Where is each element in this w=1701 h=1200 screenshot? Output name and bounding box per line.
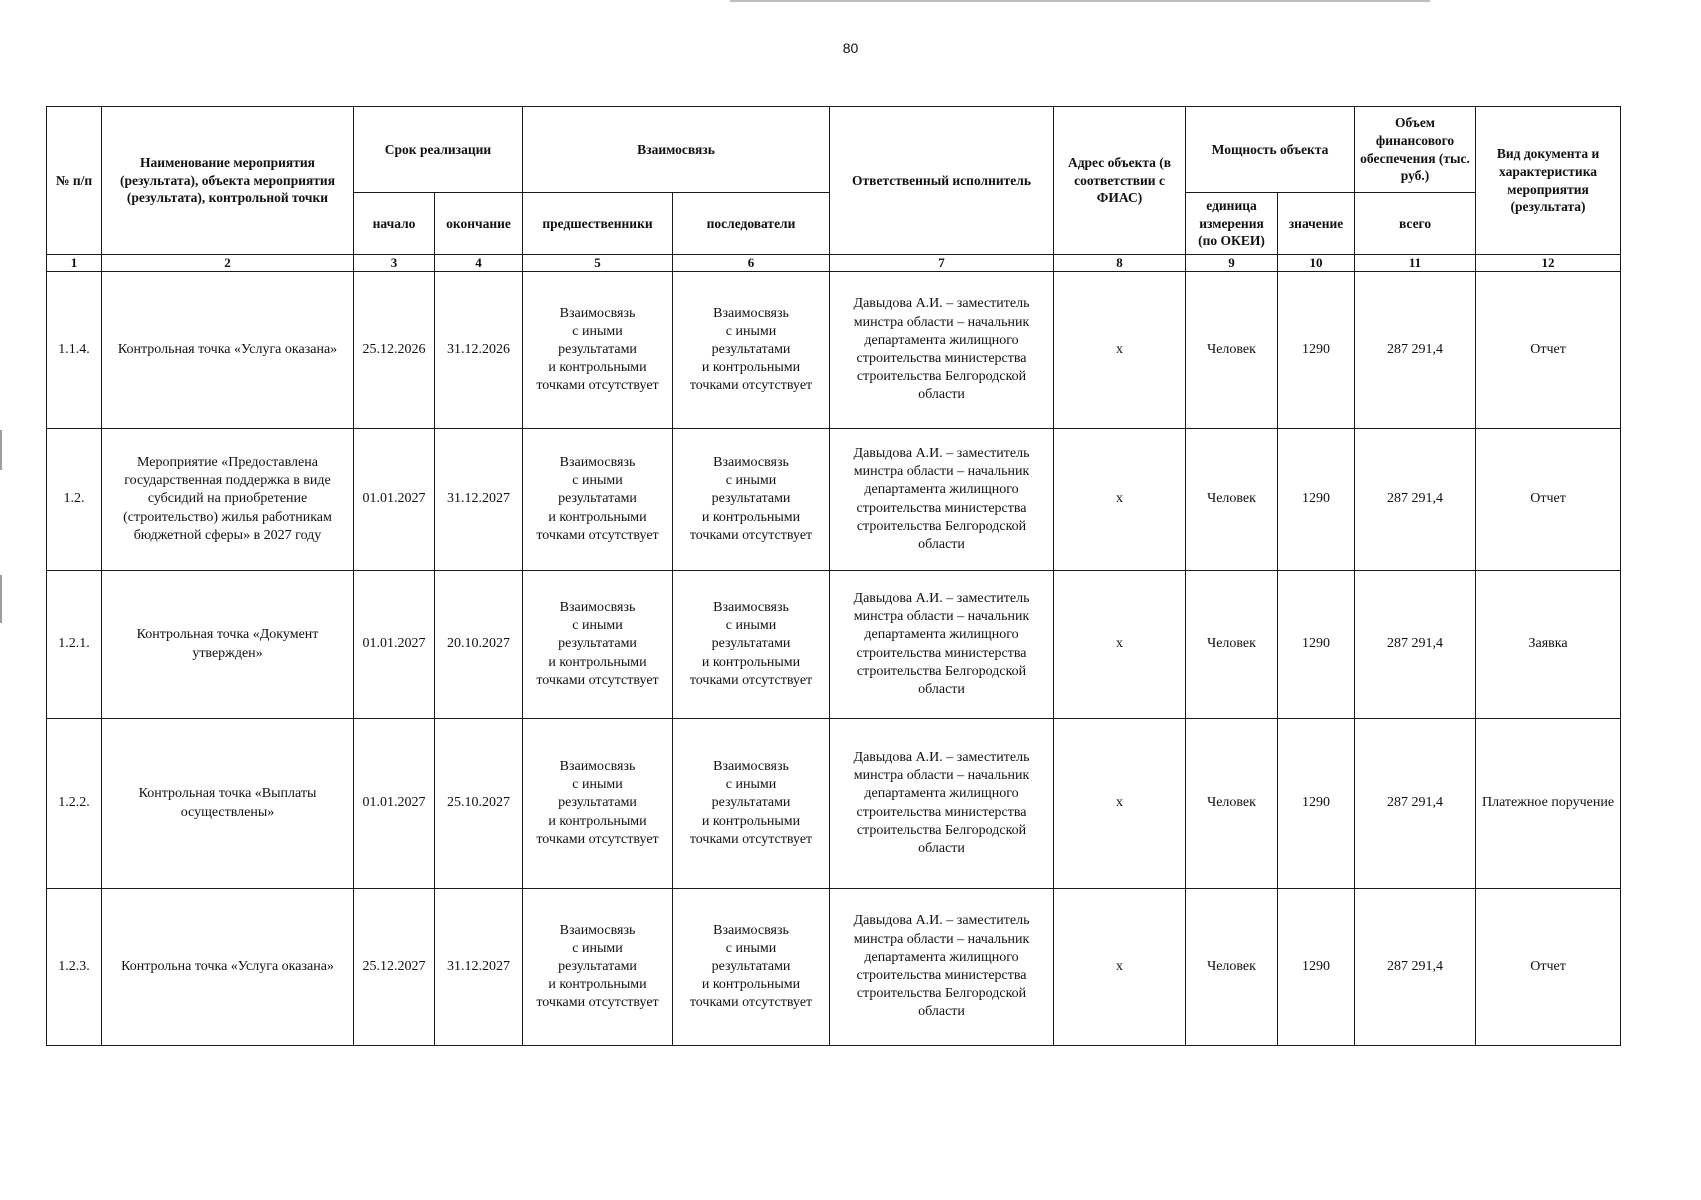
header-period-end: окончание: [435, 193, 523, 255]
cell-start: 01.01.2027: [354, 429, 435, 571]
column-number: 11: [1355, 255, 1476, 272]
header-name: Наименование мероприятия (результата), объекта мероприятия (результата), контрольной точки: [102, 107, 354, 255]
column-number: 2: [102, 255, 354, 272]
cell-name: Контрольная точка «Документ утвержден»: [102, 571, 354, 719]
plan-table: [46, 106, 1621, 1046]
column-number: 7: [830, 255, 1054, 272]
column-number: 1: [47, 255, 102, 272]
cell-unit: Человек: [1186, 272, 1278, 429]
header-period: Срок реализации: [354, 107, 523, 193]
scan-edge-mark: [0, 430, 2, 470]
cell-responsible: Давыдова А.И. – заместитель минстра области – начальник департамента жилищного строительства министерства строительства Белгородской области: [830, 719, 1054, 889]
header-capacity-value: значение: [1278, 193, 1355, 255]
column-number: 3: [354, 255, 435, 272]
cell-unit: Человек: [1186, 889, 1278, 1046]
column-number: 9: [1186, 255, 1278, 272]
table-row: [47, 272, 1621, 429]
cell-num: 1.2.1.: [47, 571, 102, 719]
header-document: Вид документа и характеристика мероприятия (результата): [1476, 107, 1621, 255]
cell-responsible: Давыдова А.И. – заместитель минстра области – начальник департамента жилищного строительства министерства строительства Белгородской области: [830, 889, 1054, 1046]
cell-value: 1290: [1278, 571, 1355, 719]
cell-start: 01.01.2027: [354, 719, 435, 889]
column-number: 10: [1278, 255, 1355, 272]
cell-prev: Взаимосвязь с иными результатами и контрольными точками отсутствует: [523, 719, 673, 889]
cell-document: Заявка: [1476, 571, 1621, 719]
page-number: 80: [842, 40, 859, 56]
cell-end: 31.12.2027: [435, 429, 523, 571]
header-relation: Взаимосвязь: [523, 107, 830, 193]
cell-total: 287 291,4: [1355, 889, 1476, 1046]
column-number: 4: [435, 255, 523, 272]
header-capacity: Мощность объекта: [1186, 107, 1355, 193]
scan-artifact-line: [730, 0, 1430, 2]
cell-prev: Взаимосвязь с иными результатами и контрольными точками отсутствует: [523, 889, 673, 1046]
cell-next: Взаимосвязь с иными результатами и контрольными точками отсутствует: [673, 429, 830, 571]
header-num: № п/п: [47, 107, 102, 255]
header-finance-total: всего: [1355, 193, 1476, 255]
cell-responsible: Давыдова А.И. – заместитель минстра области – начальник департамента жилищного строительства министерства строительства Белгородской области: [830, 429, 1054, 571]
cell-address: х: [1054, 272, 1186, 429]
cell-name: Контрольна точка «Услуга оказана»: [102, 889, 354, 1046]
cell-total: 287 291,4: [1355, 571, 1476, 719]
cell-next: Взаимосвязь с иными результатами и контрольными точками отсутствует: [673, 571, 830, 719]
cell-end: 31.12.2026: [435, 272, 523, 429]
cell-value: 1290: [1278, 719, 1355, 889]
cell-address: х: [1054, 889, 1186, 1046]
header-relation-prev: предшественники: [523, 193, 673, 255]
cell-unit: Человек: [1186, 429, 1278, 571]
cell-next: Взаимосвязь с иными результатами и контрольными точками отсутствует: [673, 272, 830, 429]
cell-address: х: [1054, 429, 1186, 571]
cell-num: 1.2.3.: [47, 889, 102, 1046]
column-number: 5: [523, 255, 673, 272]
cell-responsible: Давыдова А.И. – заместитель минстра области – начальник департамента жилищного строительства министерства строительства Белгородской области: [830, 272, 1054, 429]
column-number: 6: [673, 255, 830, 272]
cell-total: 287 291,4: [1355, 429, 1476, 571]
cell-prev: Взаимосвязь с иными результатами и контрольными точками отсутствует: [523, 571, 673, 719]
cell-total: 287 291,4: [1355, 719, 1476, 889]
cell-document: Отчет: [1476, 429, 1621, 571]
cell-prev: Взаимосвязь с иными результатами и контрольными точками отсутствует: [523, 429, 673, 571]
header-finance: Объем финансового обеспечения (тыс. руб.): [1355, 107, 1476, 193]
cell-end: 25.10.2027: [435, 719, 523, 889]
header-capacity-unit: единица измерения (по ОКЕИ): [1186, 193, 1278, 255]
cell-num: 1.2.2.: [47, 719, 102, 889]
column-number: 8: [1054, 255, 1186, 272]
cell-document: Отчет: [1476, 889, 1621, 1046]
header-responsible: Ответственный исполнитель: [830, 107, 1054, 255]
cell-num: 1.1.4.: [47, 272, 102, 429]
cell-start: 25.12.2026: [354, 272, 435, 429]
cell-value: 1290: [1278, 889, 1355, 1046]
scan-edge-mark: [0, 575, 2, 623]
cell-address: х: [1054, 571, 1186, 719]
table-row: [47, 571, 1621, 719]
cell-address: х: [1054, 719, 1186, 889]
cell-total: 287 291,4: [1355, 272, 1476, 429]
cell-next: Взаимосвязь с иными результатами и контрольными точками отсутствует: [673, 719, 830, 889]
cell-unit: Человек: [1186, 571, 1278, 719]
cell-unit: Человек: [1186, 719, 1278, 889]
header-relation-next: последователи: [673, 193, 830, 255]
cell-next: Взаимосвязь с иными результатами и контрольными точками отсутствует: [673, 889, 830, 1046]
table-row: [47, 889, 1621, 1046]
table-row: [47, 429, 1621, 571]
cell-end: 20.10.2027: [435, 571, 523, 719]
table-header-row: [47, 107, 1621, 193]
cell-name: Контрольная точка «Выплаты осуществлены»: [102, 719, 354, 889]
header-address: Адрес объекта (в соответствии с ФИАС): [1054, 107, 1186, 255]
cell-prev: Взаимосвязь с иными результатами и контрольными точками отсутствует: [523, 272, 673, 429]
cell-document: Отчет: [1476, 272, 1621, 429]
cell-end: 31.12.2027: [435, 889, 523, 1046]
cell-name: Мероприятие «Предоставлена государственная поддержка в виде субсидий на приобретение (строительство) жилья работникам бюджетной сферы» в 2027 году: [102, 429, 354, 571]
header-period-start: начало: [354, 193, 435, 255]
cell-value: 1290: [1278, 272, 1355, 429]
cell-name: Контрольная точка «Услуга оказана»: [102, 272, 354, 429]
cell-value: 1290: [1278, 429, 1355, 571]
cell-responsible: Давыдова А.И. – заместитель минстра области – начальник департамента жилищного строительства министерства строительства Белгородской области: [830, 571, 1054, 719]
column-number: 12: [1476, 255, 1621, 272]
cell-num: 1.2.: [47, 429, 102, 571]
cell-document: Платежное поручение: [1476, 719, 1621, 889]
cell-start: 01.01.2027: [354, 571, 435, 719]
column-number-row: [47, 255, 1621, 272]
cell-start: 25.12.2027: [354, 889, 435, 1046]
table-row: [47, 719, 1621, 889]
